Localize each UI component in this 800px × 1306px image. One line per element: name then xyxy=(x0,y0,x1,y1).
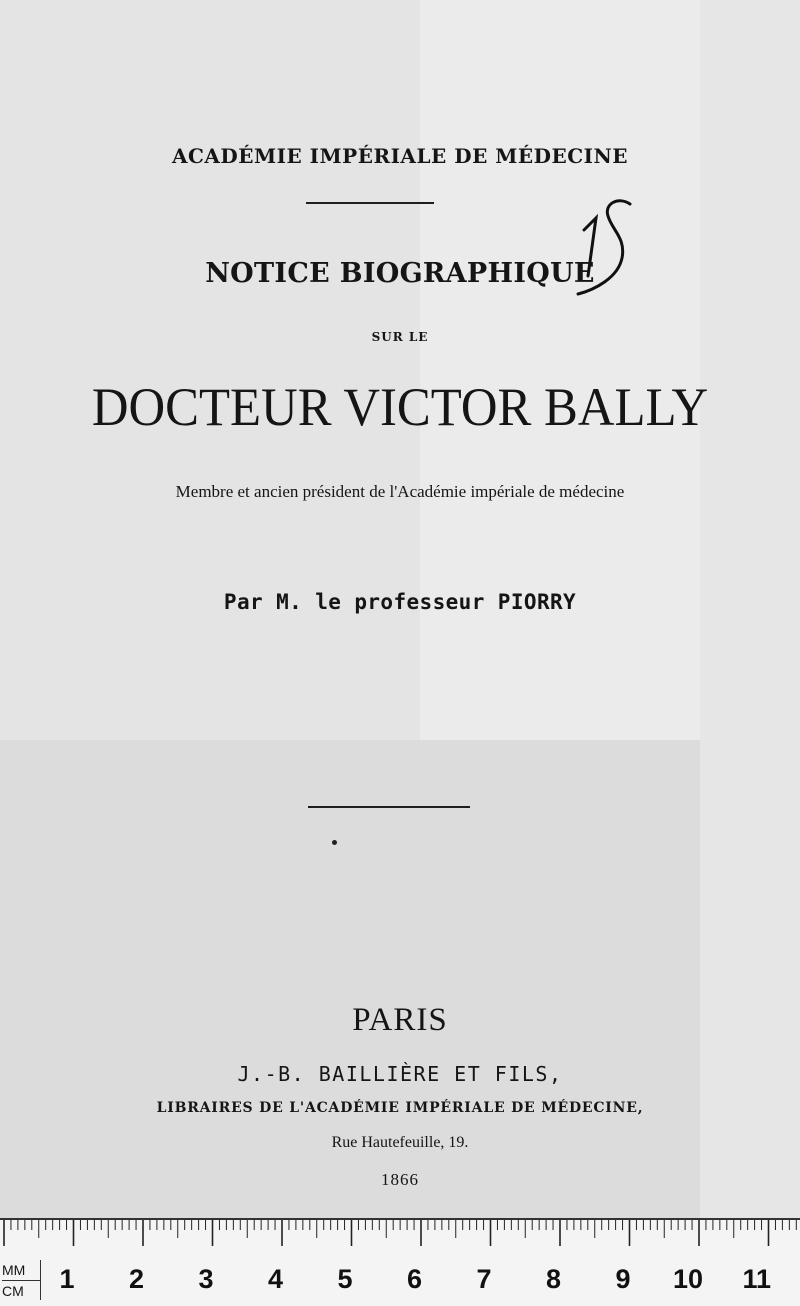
publisher-role: LIBRAIRES DE L'ACADÉMIE IMPÉRIALE DE MÉDECINE, xyxy=(156,1100,644,1116)
cm-label: 1 xyxy=(59,1264,75,1294)
ornament-dot xyxy=(332,840,337,845)
cm-label: 4 xyxy=(268,1264,284,1294)
subject-name: DOCTEUR VICTOR BALLY xyxy=(91,377,709,437)
cm-label: 9 xyxy=(615,1264,631,1294)
cm-label: 3 xyxy=(198,1264,214,1294)
cm-label: 6 xyxy=(407,1264,423,1294)
cm-label: 2 xyxy=(129,1264,145,1294)
handwritten-mark-icon xyxy=(574,194,638,298)
publication-place: PARIS xyxy=(352,1002,448,1038)
document-title: NOTICE BIOGRAPHIQUE xyxy=(205,258,595,289)
author-line: Par M. le professeur PIORRY xyxy=(223,590,577,614)
cm-label: 7 xyxy=(476,1264,492,1294)
measuring-ruler xyxy=(0,1218,800,1306)
divider-rule xyxy=(306,202,434,204)
paper-shade xyxy=(0,0,420,740)
unit-mm: MM xyxy=(2,1260,40,1281)
subject-role: Membre et ancien président de l'Académie impériale de médecine xyxy=(175,482,625,501)
cm-label: 10 xyxy=(673,1264,704,1294)
cm-label: 5 xyxy=(337,1264,353,1294)
publication-year: 1866 xyxy=(381,1170,419,1189)
divider-rule xyxy=(308,806,470,808)
connector-text: SUR LE xyxy=(371,330,429,344)
academy-header: ACADÉMIE IMPÉRIALE DE MÉDECINE xyxy=(171,144,629,168)
cm-label: 11 xyxy=(742,1264,772,1294)
cm-label: 8 xyxy=(546,1264,562,1294)
publisher-address: Rue Hautefeuille, 19. xyxy=(331,1134,469,1151)
ruler-unit-box xyxy=(2,1260,41,1300)
publisher-name: J.-B. BAILLIÈRE ET FILS, xyxy=(237,1062,563,1086)
unit-cm: CM xyxy=(2,1283,24,1299)
